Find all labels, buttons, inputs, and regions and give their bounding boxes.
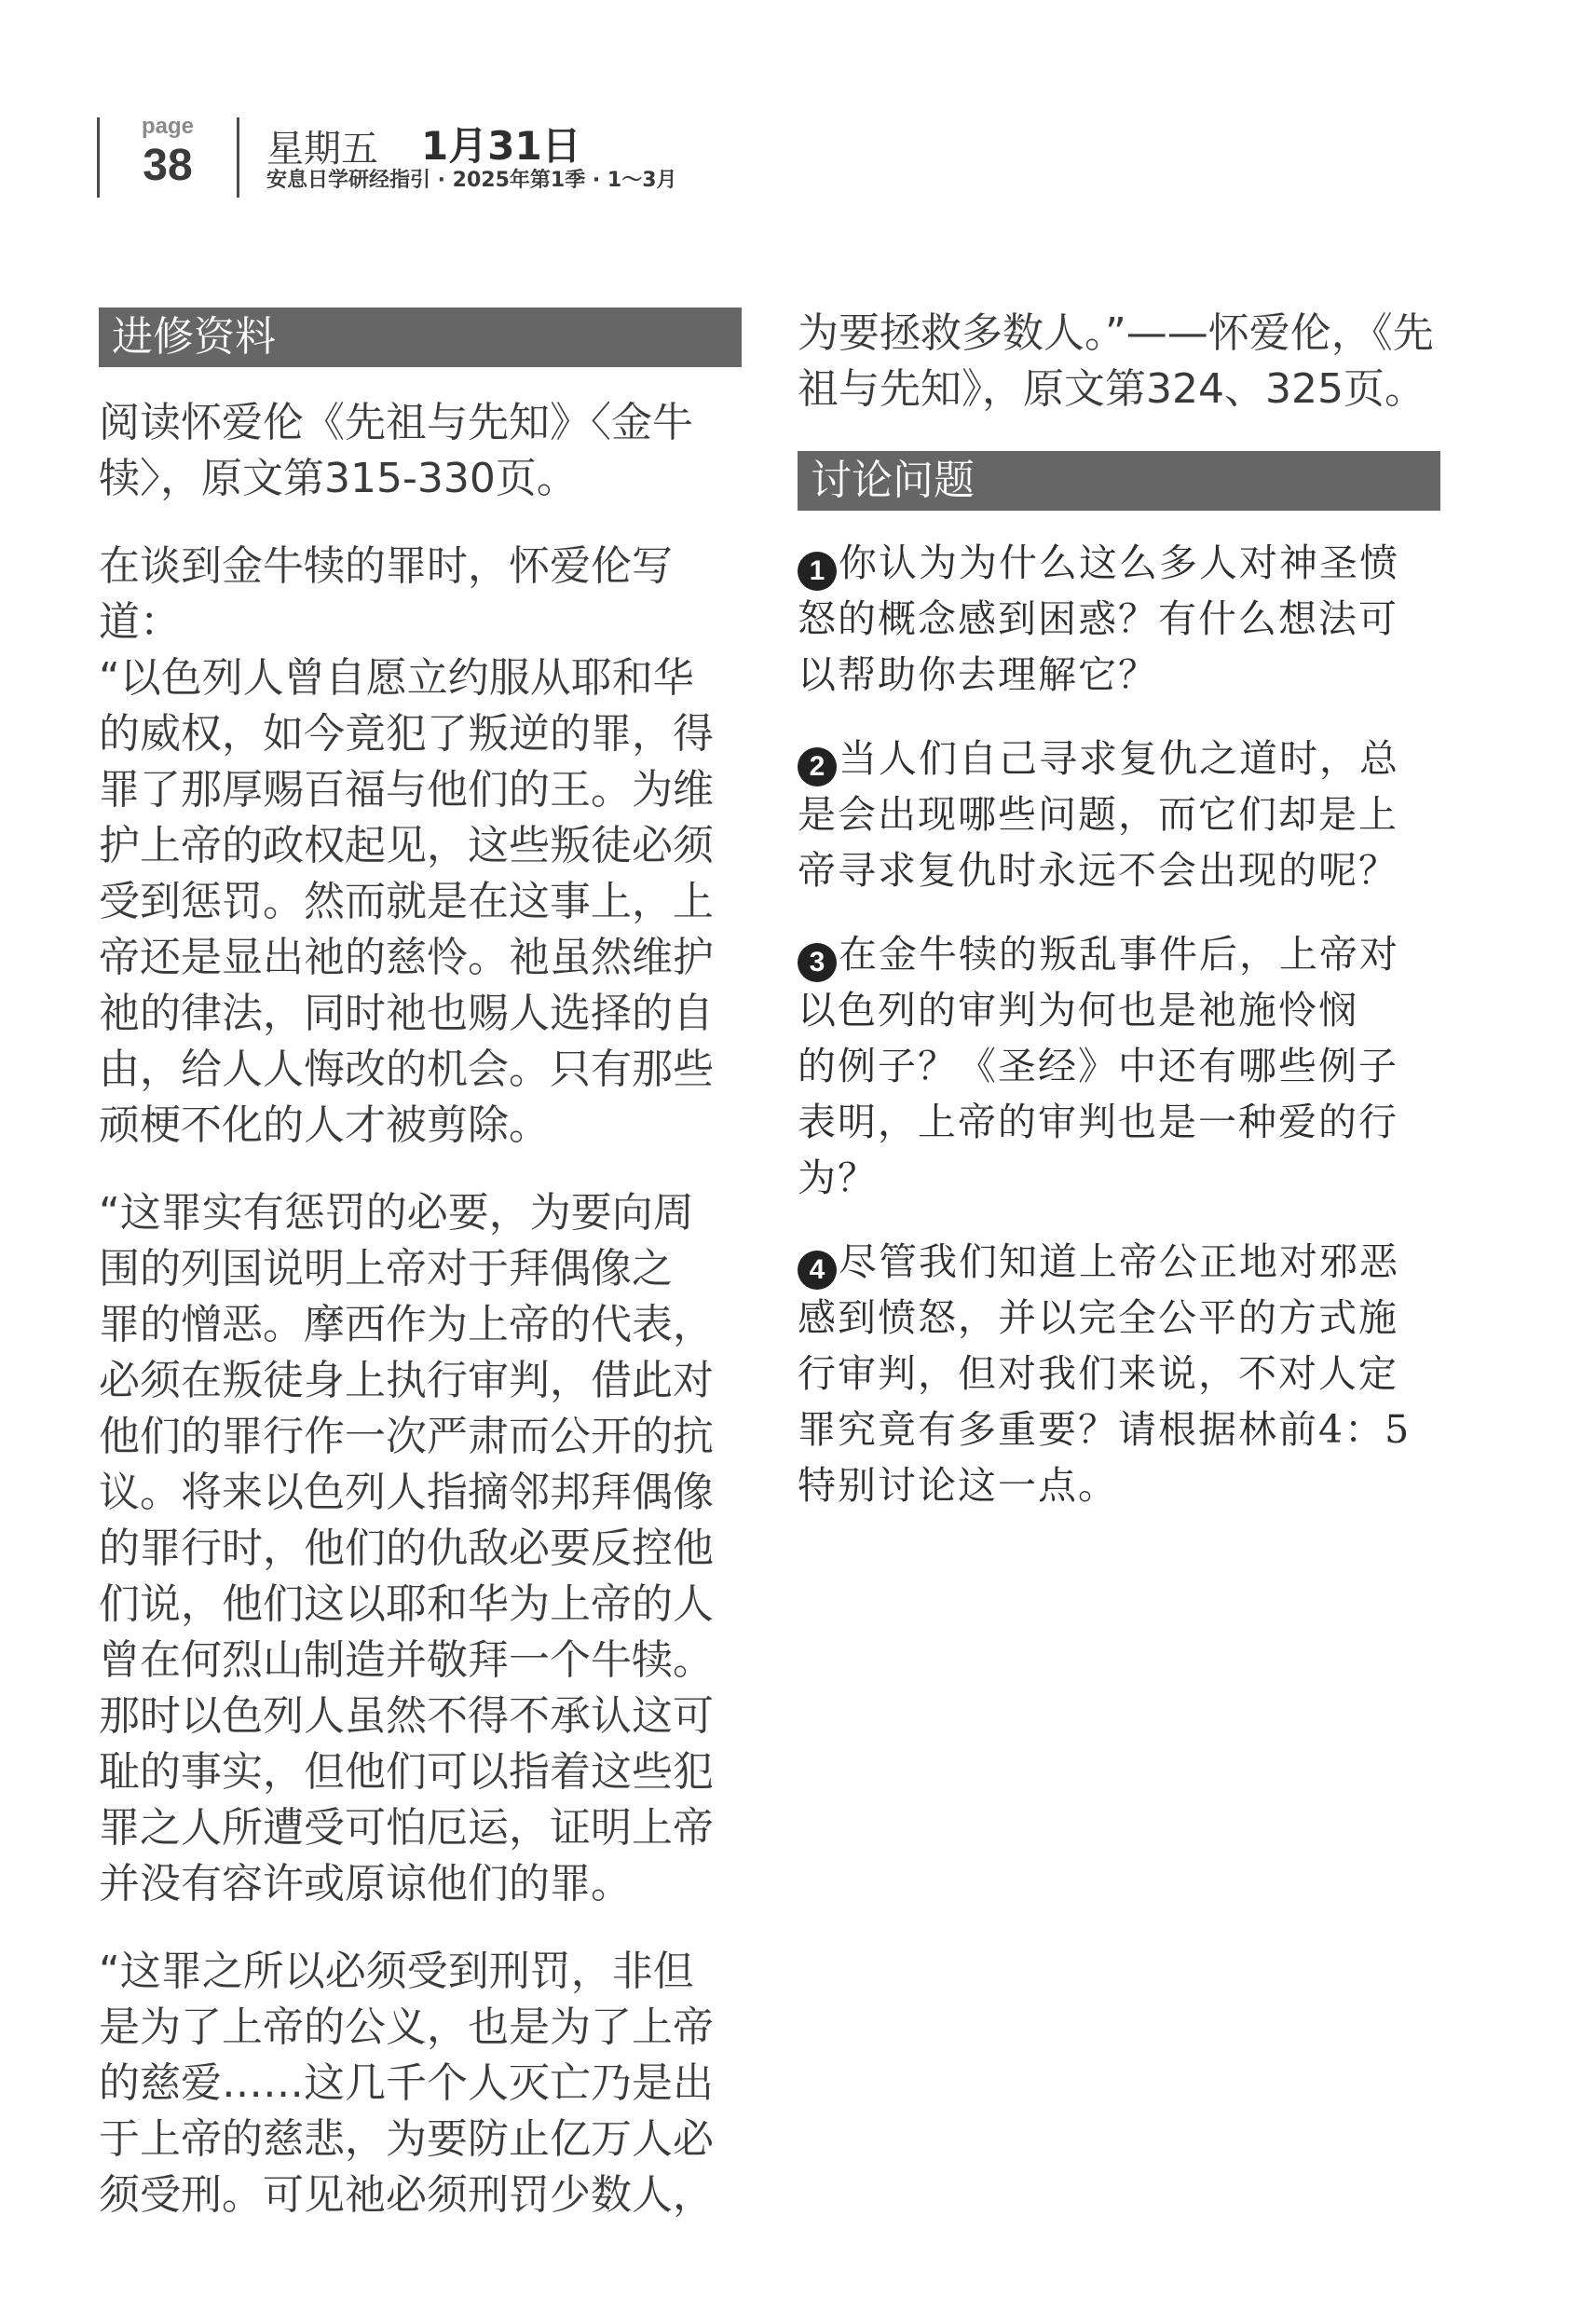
number-2-icon: 2: [798, 747, 837, 786]
discussion-question-3: [798, 926, 1440, 1206]
text-line: 罪之人所遭受可怕厄运，证明上帝: [99, 1804, 714, 1852]
text-line: 由，给人人悔改的机会。只有那些: [99, 1046, 714, 1093]
text-line: 的慈爱……这几千个人灭亡乃是出: [99, 2059, 714, 2107]
text-line: 的威权，如今竟犯了叛逆的罪，得: [99, 710, 714, 758]
quote-paragraph-1: [99, 539, 742, 1154]
discussion-question-4: [798, 1234, 1440, 1513]
text-line: 是为了上帝的公义，也是为了上帝: [99, 2003, 714, 2051]
question-line: 帝寻求复仇时永远不会出现的呢？: [798, 848, 1398, 893]
text-line: 祖与先知》，原文第324、325页。: [798, 365, 1425, 413]
text-line: 在谈到金牛犊的罪时，怀爱伦写道：: [99, 542, 673, 646]
question-line: 特别讨论这一点。: [798, 1463, 1118, 1508]
text-line: 他们的罪行作一次严肃而公开的抗: [99, 1413, 714, 1460]
question-line: 你认为为什么这么多人对神圣愤: [839, 540, 1399, 585]
text-line: 护上帝的政权起见，这些叛徒必须: [99, 822, 714, 869]
text-line: 们说，他们这以耶和华为上帝的人: [99, 1580, 714, 1628]
discussion-heading: 讨论问题: [798, 451, 1440, 511]
number-4-icon: 4: [798, 1251, 837, 1290]
question-line: 行审判，但对我们来说，不对人定: [798, 1351, 1398, 1396]
date: 1月31日: [421, 123, 581, 169]
left-column: [99, 308, 742, 2223]
question-line: 表明，上帝的审判也是一种爱的行: [798, 1100, 1398, 1144]
question-line: 以帮助你去理解它？: [798, 652, 1158, 697]
text-line: 的罪行时，他们的仇敌必要反控他: [99, 1525, 714, 1572]
text-line: 并没有容许或原谅他们的罪。: [99, 1860, 632, 1908]
text-line: 祂的律法，同时祂也赐人选择的自: [99, 990, 714, 1037]
text-line: 须受刑。可见祂必须刑罚少数人，: [99, 2171, 714, 2219]
question-line: 的例子？《圣经》中还有哪些例子: [798, 1044, 1398, 1088]
text-line: “以色列人曾自愿立约服从耶和华: [99, 654, 694, 702]
text-line: 为要拯救多数人。”——怀爱伦，《先: [798, 309, 1434, 357]
number-1-icon: 1: [798, 552, 837, 591]
question-line: 当人们自己寻求复仇之道时，总: [839, 736, 1399, 781]
question-line: 罪究竟有多重要？请根据林前4：5: [798, 1407, 1412, 1452]
reading-assignment: [99, 395, 742, 507]
text-line: 受到惩罚。然而就是在这事上，上: [99, 878, 714, 925]
text-line: 必须在叛徒身上执行审判，借此对: [99, 1357, 714, 1404]
quote-paragraph-3: [99, 1944, 742, 2223]
question-line: 为？: [798, 1156, 878, 1200]
text-line: 顽梗不化的人才被剪除。: [99, 1101, 550, 1149]
text-line: “这罪之所以必须受到刑罚，非但: [99, 1948, 694, 1995]
number-3-icon: 3: [798, 943, 837, 982]
text-line: 罪了那厚赐百福与他们的王。为维: [99, 766, 714, 814]
text-line: 曾在何烈山制造并敬拜一个牛犊。: [99, 1636, 714, 1684]
text-line: 于上帝的慈悲，为要防止亿万人必: [99, 2115, 714, 2163]
header-divider-left: [97, 117, 100, 198]
text-line: 耻的事实，但他们可以指着这些犯: [99, 1748, 714, 1796]
question-line: 尽管我们知道上帝公正地对邪恶: [839, 1239, 1399, 1284]
quote-paragraph-2: [99, 1185, 742, 1912]
text-line: 那时以色列人虽然不得不承认这可: [99, 1692, 714, 1740]
text-line: 阅读怀爱伦《先祖与先知》〈金牛: [99, 399, 693, 446]
right-column: [798, 308, 1440, 1513]
text-line: “这罪实有惩罚的必要，为要向周: [99, 1189, 694, 1237]
publication-subtitle: 安息日学研经指引 · 2025年第1季 · 1～3月: [266, 169, 677, 192]
weekday: 星期五: [266, 128, 378, 171]
question-line: 是会出现哪些问题，而它们却是上: [798, 792, 1398, 837]
discussion-question-2: [798, 731, 1440, 898]
further-study-heading: 进修资料: [99, 308, 742, 367]
text-line: 犊〉，原文第315-330页。: [99, 455, 578, 502]
question-line: 以色列的审判为何也是祂施怜悯: [798, 988, 1358, 1032]
text-line: 帝还是显出祂的慈怜。祂虽然维护: [99, 934, 714, 981]
question-line: 在金牛犊的叛乱事件后，上帝对: [839, 932, 1399, 977]
page-number: 38: [143, 141, 193, 190]
text-line: 围的列国说明上帝对于拜偶像之: [99, 1245, 673, 1292]
text-line: 罪的憎恶。摩西作为上帝的代表，: [99, 1301, 714, 1348]
header-divider-right: [237, 117, 239, 198]
question-line: 怒的概念感到困惑？有什么想法可: [798, 596, 1398, 641]
quote-continuation: [798, 306, 1440, 417]
discussion-question-1: [798, 535, 1440, 703]
question-line: 感到愤怒，并以完全公平的方式施: [798, 1295, 1398, 1340]
text-line: 议。将来以色列人指摘邻邦拜偶像: [99, 1469, 714, 1516]
page-label: page: [141, 114, 194, 139]
